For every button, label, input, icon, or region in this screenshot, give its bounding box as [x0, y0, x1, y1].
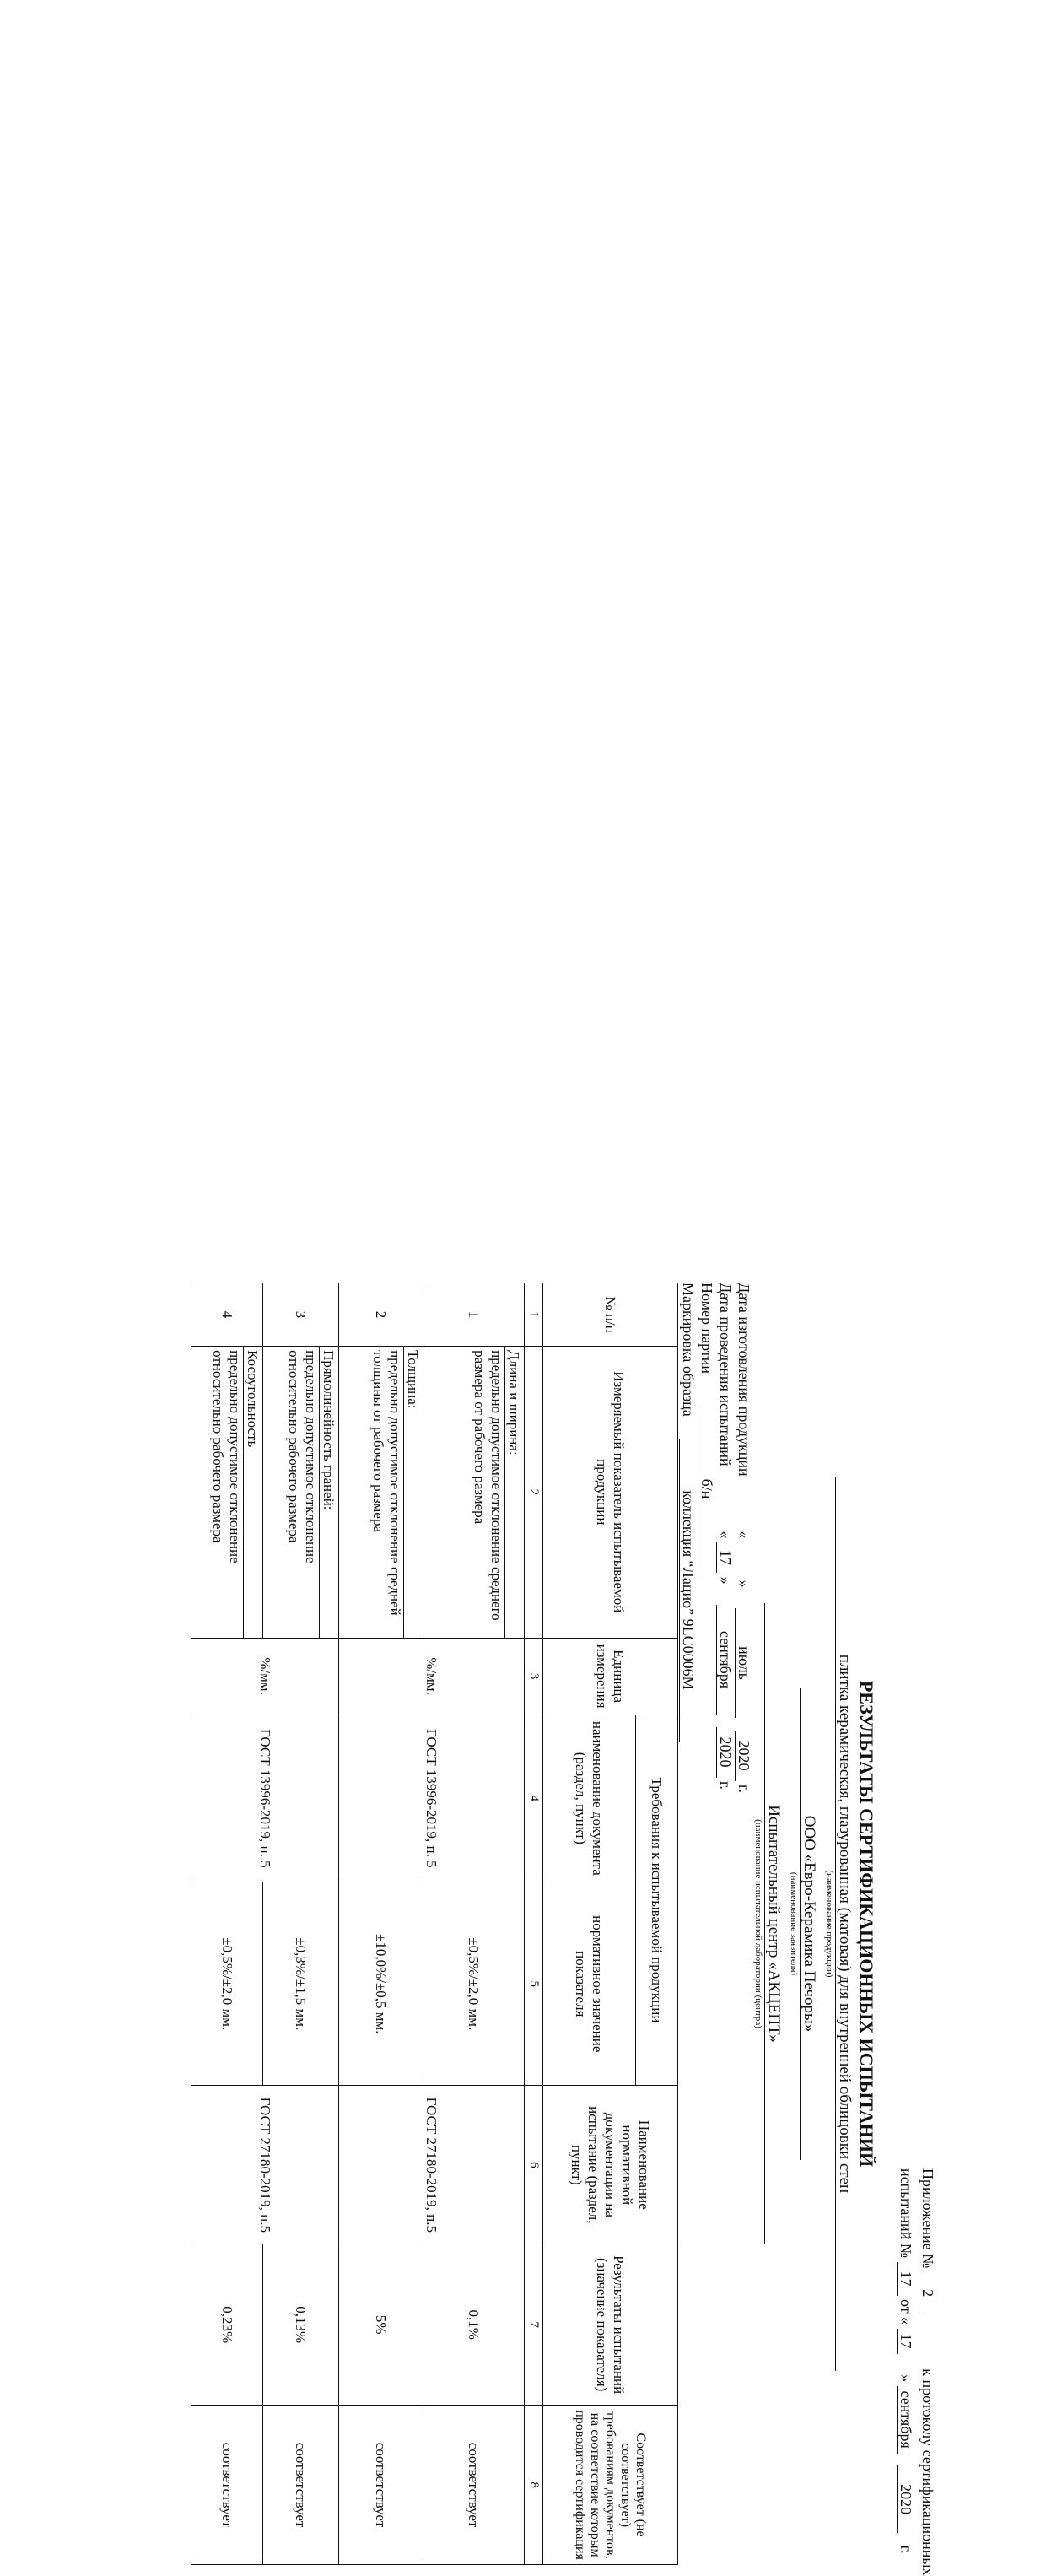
lab-name: Испытательный центр «АКЦЕПТ»	[764, 1603, 782, 2244]
test-doc-cell: ГОСТ 27180-2019, п.5	[191, 2086, 339, 2244]
batch-label: Номер партии	[698, 1283, 715, 1374]
applicant-caption: (наименование заявителя)	[789, 1871, 799, 1976]
req-doc-cell: ГОСТ 13996-2019, п. 5	[191, 1715, 339, 1882]
row-number: 3	[263, 1283, 339, 1347]
protocol-year: 2020	[897, 2465, 914, 2533]
column-numbers-row	[525, 1283, 543, 2565]
table-row	[191, 1283, 263, 2565]
testing-open: «	[717, 1531, 734, 1539]
col-header-test-doc: Наименование нормативной документации на испытание (раздел, пункт)	[543, 2086, 678, 2244]
testing-year: 2020	[716, 1727, 734, 1778]
document-title: РЕЗУЛЬТАТЫ СЕРТИФИКАЦИОННЫХ ИСПЫТАНИЙ	[856, 1680, 877, 2168]
col-number: 7	[525, 2244, 543, 2406]
param-heading: Косоугольность	[245, 1350, 261, 1448]
col-number: 5	[525, 1882, 543, 2086]
col-header-num: № п/п	[543, 1283, 678, 1347]
result-cell: 5%	[339, 2244, 423, 2406]
year-suffix: г.	[898, 2545, 914, 2554]
param-heading: Длина и ширина:	[506, 1350, 522, 1455]
col-number: 1	[525, 1283, 543, 1347]
batch-value: б/н	[698, 1405, 715, 1574]
param-text: предельно допустимое отклонение относительно рабочего размера	[209, 1347, 244, 1637]
unit-cell: %/мм.	[191, 1638, 339, 1715]
result-cell: 0,1%	[423, 2244, 525, 2406]
row-param	[191, 1347, 263, 1638]
manufacture-month: июль	[735, 1608, 752, 1718]
row-number: 1	[423, 1283, 525, 1347]
table-row	[263, 1283, 339, 2565]
testing-date-line	[716, 1283, 734, 1790]
param-heading: Толщина:	[405, 1350, 421, 1409]
result-cell: 0,23%	[191, 2244, 263, 2406]
norm-cell: ±0,5%/±2,0 мм.	[423, 1882, 525, 2086]
manufacture-open: «	[736, 1531, 752, 1539]
from-label: от «	[898, 2299, 914, 2325]
param-text: предельно допустимое отклонение средней толщины от рабочего размера	[369, 1347, 404, 1637]
row-param	[263, 1347, 339, 1638]
testing-suffix: г.	[717, 1781, 734, 1790]
norm-cell: ±0,3%/±1,5 мм.	[263, 1882, 339, 2086]
appendix-line	[919, 2168, 936, 2576]
col-number: 6	[525, 2086, 543, 2244]
result-cell: 0,13%	[263, 2244, 339, 2406]
manufacture-suffix: г.	[736, 1785, 752, 1793]
protocol-day: 17	[897, 2329, 914, 2354]
col-header-unit: Единица измерения	[543, 1638, 678, 1715]
applicant-name: ООО «Евро-Керамика Печоры»	[800, 1688, 817, 2160]
param-text: предельно допустимое отклонение среднего размера от рабочего размера	[471, 1347, 505, 1637]
protocol-number: 17	[897, 2262, 914, 2296]
col-header-param: Измеряемый показатель испытываемой продукции	[543, 1347, 678, 1638]
col-header-result: Результаты испытаний (значение показателя)	[543, 2244, 678, 2406]
test-doc-cell: ГОСТ 27180-2019, п.5	[339, 2086, 525, 2244]
col-number: 8	[525, 2406, 543, 2565]
col-number: 3	[525, 1638, 543, 1715]
norm-cell: ±0,5%/±2,0 мм.	[191, 1882, 263, 2086]
testing-day: 17	[716, 1542, 734, 1573]
manufacture-year: 2020	[735, 1731, 752, 1781]
testing-label: Дата проведения испытаний	[717, 1283, 734, 1466]
applicant-line	[800, 1283, 818, 2565]
table-row	[339, 1283, 423, 2565]
row-number: 4	[191, 1283, 263, 1347]
product-line	[835, 1283, 854, 2565]
param-heading: Прямолинейность граней:	[321, 1350, 337, 1510]
row-param	[339, 1347, 423, 1638]
appendix-number: 2	[919, 2272, 936, 2314]
testing-month: сентября	[716, 1605, 734, 1715]
tests-label: испытаний №	[898, 2168, 914, 2258]
product-name: плитка керамическая, глазурованная (матовая) для внутренней облицовки стен	[835, 1477, 853, 2371]
lab-line	[764, 1283, 783, 2565]
conformity-cell: соответствует	[423, 2406, 525, 2565]
testing-close: »	[717, 1576, 734, 1585]
protocol-tail: к протоколу сертификационных	[919, 2368, 936, 2576]
marking-label: Маркировка образца	[680, 1283, 697, 1417]
conformity-cell: соответствует	[191, 2406, 263, 2565]
conformity-cell: соответствует	[263, 2406, 339, 2565]
appendix-label: Приложение №	[919, 2168, 936, 2269]
batch-line	[698, 1283, 715, 1574]
col-number: 4	[525, 1715, 543, 1882]
manufacture-label: Дата изготовления продукции	[736, 1283, 752, 1477]
product-caption: (наименование продукции)	[824, 1870, 834, 1978]
col-number: 2	[525, 1347, 543, 1638]
col-header-req-doc: наименование документа (раздел, пункт)	[543, 1715, 636, 1882]
table-row	[423, 1283, 525, 2565]
norm-cell: ±10,0%/±0,5 мм.	[339, 1882, 423, 2086]
row-param	[423, 1347, 525, 1638]
lab-caption: (наименование испытательной лаборатории (центра)	[753, 1819, 763, 2028]
unit-cell: %/мм.	[339, 1638, 525, 1715]
rotated-sheet	[93, 1283, 936, 2576]
col-header-requirements: Требования к испытываемой продукции	[636, 1715, 678, 2086]
col-header-conformity: Соответствует (не соответствует) требованиям документов, на соответствие которым проводится сертификация	[543, 2406, 678, 2565]
quote-close: »	[898, 2374, 914, 2383]
conformity-cell: соответствует	[339, 2406, 423, 2565]
marking-value: коллекция “Лацио” 9LC0006M	[679, 1439, 697, 1742]
req-doc-cell: ГОСТ 13996-2019, п. 5	[339, 1715, 525, 1882]
marking-line	[679, 1283, 697, 1742]
param-text: предельно допустимое отклонение относительно рабочего размера	[285, 1347, 320, 1637]
manufacture-close: »	[736, 1580, 752, 1588]
protocol-line	[897, 2168, 914, 2554]
results-table	[191, 1283, 678, 2565]
manufacture-date-line	[735, 1283, 752, 1793]
protocol-month: сентября	[897, 2386, 914, 2454]
row-number: 2	[339, 1283, 423, 1347]
col-header-req-norm: нормативное значение показателя	[543, 1882, 636, 2086]
